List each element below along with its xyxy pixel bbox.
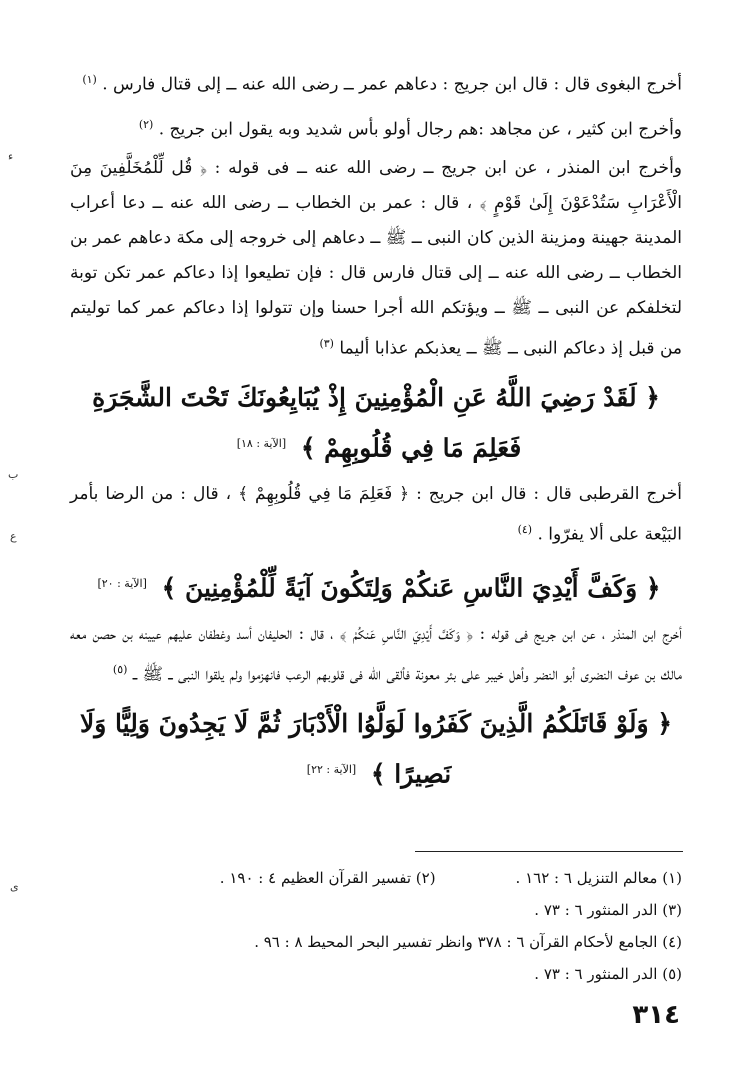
paragraph-text: وأخرج ابن المنذر ، عن ابن جريج ــ رضى الله عنه ــ فى قوله : ﴿ قُل لِّلْمُخَلَّفِينَ مِنَ الْأَعْرَابِ سَتُدْعَوْنَ إِلَىٰ قَوْمٍ ﴾ ، قال : عمر بن الخطاب ــ رضى الله عنه ــ دعا أعراب المدينة جهينة ومزينة الذين كان النبى ــ ﷺ ــ دعاهم إلى خروجه إلى مكة دعاهم عمر بن الخطاب ــ رضى الله عنه ــ إلى قتال فارس قال : فإن تطيعوا إذا دعاكم عمر تكن توبة لتخلفكم عن النبى ــ ﷺ ــ ويؤتكم الله أجرا حسنا وإن تتولوا إذا دعاكم عمر كما توليتم من قبل إذ دعاكم النبى ــ ﷺ ــ يعذبكم عذابا أليما [70, 158, 682, 359]
paragraph-2 [70, 107, 682, 148]
footnote-row [70, 862, 682, 894]
footnote-divider [415, 851, 683, 852]
footnote-4: (٤) الجامع لأحكام القرآن ٦ : ٣٧٨ وانظر تفسير البحر المحيط ٨ : ٩٦ . [254, 933, 682, 951]
margin-mark: ى [10, 880, 19, 893]
footnote-ref: (٥) [112, 663, 128, 677]
verse-text: ﴿ لَقَدْ رَضِيَ اللَّهُ عَنِ الْمُؤْمِنِينَ إِذْ يُبَايِعُونَكَ تَحْتَ الشَّجَرَةِ فَعَلِمَ مَا فِي قُلُوبِهِمْ ﴾ [92, 382, 660, 463]
quran-verse-3 [70, 701, 682, 797]
footnote-ref: (٢) [138, 117, 154, 131]
margin-mark: ب [8, 468, 19, 481]
footnote-2: (٢) تفسير القرآن العظيم ٤ : ١٩٠ . [219, 869, 436, 887]
footnote-1: (١) معالم التنزيل ٦ : ١٦٢ . [515, 869, 682, 887]
footnote-ref: (١) [82, 73, 97, 86]
verse-reference: [الآية : ٢٠] [97, 576, 147, 590]
paragraph-5 [70, 617, 682, 693]
page-number: ٣١٤ [632, 1000, 680, 1030]
footnote-3: (٣) الدر المنثور ٦ : ٧٣ . [534, 901, 682, 919]
footnote-ref: (٣) [319, 337, 334, 351]
margin-mark: ع [10, 530, 17, 543]
footnote-5: (٥) الدر المنثور ٦ : ٧٣ . [534, 965, 682, 983]
verse-text: ﴿ وَكَفَّ أَيْدِيَ النَّاسِ عَنكُمْ وَلِتَكُونَ آيَةً لِّلْمُؤْمِنِينَ ﴾ [161, 573, 661, 603]
paragraph-4 [70, 477, 682, 553]
footnotes [70, 862, 682, 990]
footnote-ref: (٤) [517, 523, 533, 537]
paragraph-1 [70, 62, 682, 103]
paragraph-text: أخرج البغوى قال : قال ابن جريج : دعاهم عمر ــ رضى الله عنه ــ إلى قتال فارس . [102, 74, 682, 95]
paragraph-text: وأخرج ابن كثير ، عن مجاهد :هم رجال أولو بأس شديد وبه يقول ابن جريج . [158, 119, 682, 140]
quran-verse-1 [70, 375, 682, 471]
verse-reference: [الآية : ٢٢] [306, 762, 357, 776]
verse-text: ﴿ وَلَوْ قَاتَلَكُمُ الَّذِينَ كَفَرُوا لَوَلَّوُا الْأَدْبَارَ ثُمَّ لَا يَجِدُونَ وَلِيًّا وَلَا نَصِيرًا ﴾ [80, 708, 672, 789]
paragraph-3 [70, 151, 682, 367]
main-text [70, 62, 682, 803]
paragraph-text: أخرج ابن المنذر ، عن ابن جريج فى قوله : ﴿ وَكَفَّ أَيْدِيَ النَّاسِ عَنكُمْ ﴾ ، قال : الحليفان أسد وغطفان عليهم عيينه بن حصن معه مالك بن عوف النضرى أبو النضر وأهل خيبر على بئر معونة فألقى الله فى قلوبهم الرعب فانهزموا ولم يلقوا النبى ــ ﷺ ــ [70, 624, 682, 685]
margin-mark: ء [8, 150, 14, 163]
verse-reference: [الآية : ١٨] [236, 436, 287, 450]
quran-verse-2 [70, 561, 682, 611]
paragraph-text: أخرج القرطبى قال : قال ابن جريج : ﴿ فَعَلِمَ مَا فِي قُلُوبِهِمْ ﴾ ، قال : من الرضا بأمر البَيْعة على ألا يفرّوا . [70, 484, 682, 545]
